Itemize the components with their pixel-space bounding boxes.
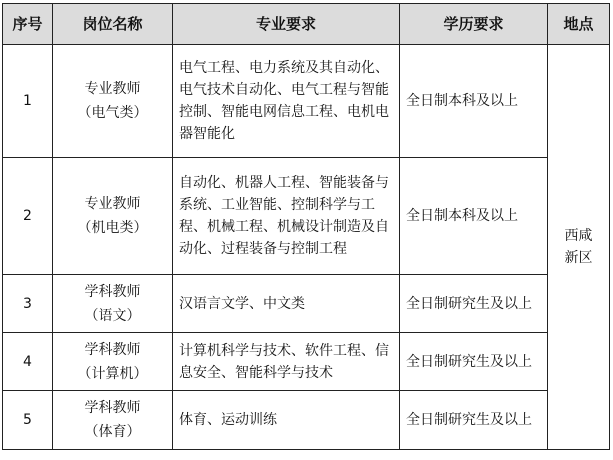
cell-education: 全日制研究生及以上 <box>400 275 548 333</box>
cell-no: 1 <box>3 45 53 158</box>
table-row <box>3 158 610 275</box>
cell-major: 自动化、机器人工程、智能装备与系统、工业智能、控制科学与工程、机械工程、机械设计制造及自动化、过程装备与控制工程 <box>173 158 400 275</box>
header-no: 序号 <box>3 4 53 45</box>
table-row <box>3 275 610 333</box>
location-line2: 新区 <box>564 250 593 266</box>
location-line1: 西咸 <box>564 228 593 244</box>
position-title: 专业教师 <box>84 196 141 212</box>
position-category: （电气类） <box>77 105 148 121</box>
table-row <box>3 333 610 391</box>
cell-position <box>53 391 173 450</box>
cell-major: 电气工程、电力系统及其自动化、电气技术自动化、电气工程与智能控制、智能电网信息工程、电机电器智能化 <box>173 45 400 158</box>
cell-major: 汉语言文学、中文类 <box>173 275 400 333</box>
position-title: 学科教师 <box>84 341 141 358</box>
position-category: （体育） <box>84 424 141 440</box>
cell-position <box>53 333 173 391</box>
position-title: 学科教师 <box>84 400 141 416</box>
cell-major: 计算机科学与技术、软件工程、信息安全、智能科学与技术 <box>173 333 400 391</box>
table-row <box>3 45 610 158</box>
recruitment-table <box>2 3 610 450</box>
cell-no: 5 <box>3 391 53 450</box>
header-location: 地点 <box>548 4 610 45</box>
cell-education: 全日制研究生及以上 <box>400 391 548 450</box>
header-major: 专业要求 <box>173 4 400 45</box>
cell-education: 全日制本科及以上 <box>400 158 548 275</box>
cell-major: 体育、运动训练 <box>173 391 400 450</box>
cell-position <box>53 275 173 333</box>
cell-no: 2 <box>3 158 53 275</box>
position-category: （计算机） <box>77 365 148 382</box>
header-row <box>3 4 610 45</box>
position-title: 专业教师 <box>84 81 141 97</box>
cell-position <box>53 45 173 158</box>
position-category: （语文） <box>84 307 141 324</box>
cell-no: 3 <box>3 275 53 333</box>
header-position: 岗位名称 <box>53 4 173 45</box>
cell-education: 全日制研究生及以上 <box>400 333 548 391</box>
position-category: （机电类） <box>77 220 148 236</box>
cell-location <box>548 45 610 450</box>
table-row <box>3 391 610 450</box>
header-education: 学历要求 <box>400 4 548 45</box>
cell-education: 全日制本科及以上 <box>400 45 548 158</box>
cell-no: 4 <box>3 333 53 391</box>
position-title: 学科教师 <box>84 283 141 300</box>
cell-position <box>53 158 173 275</box>
